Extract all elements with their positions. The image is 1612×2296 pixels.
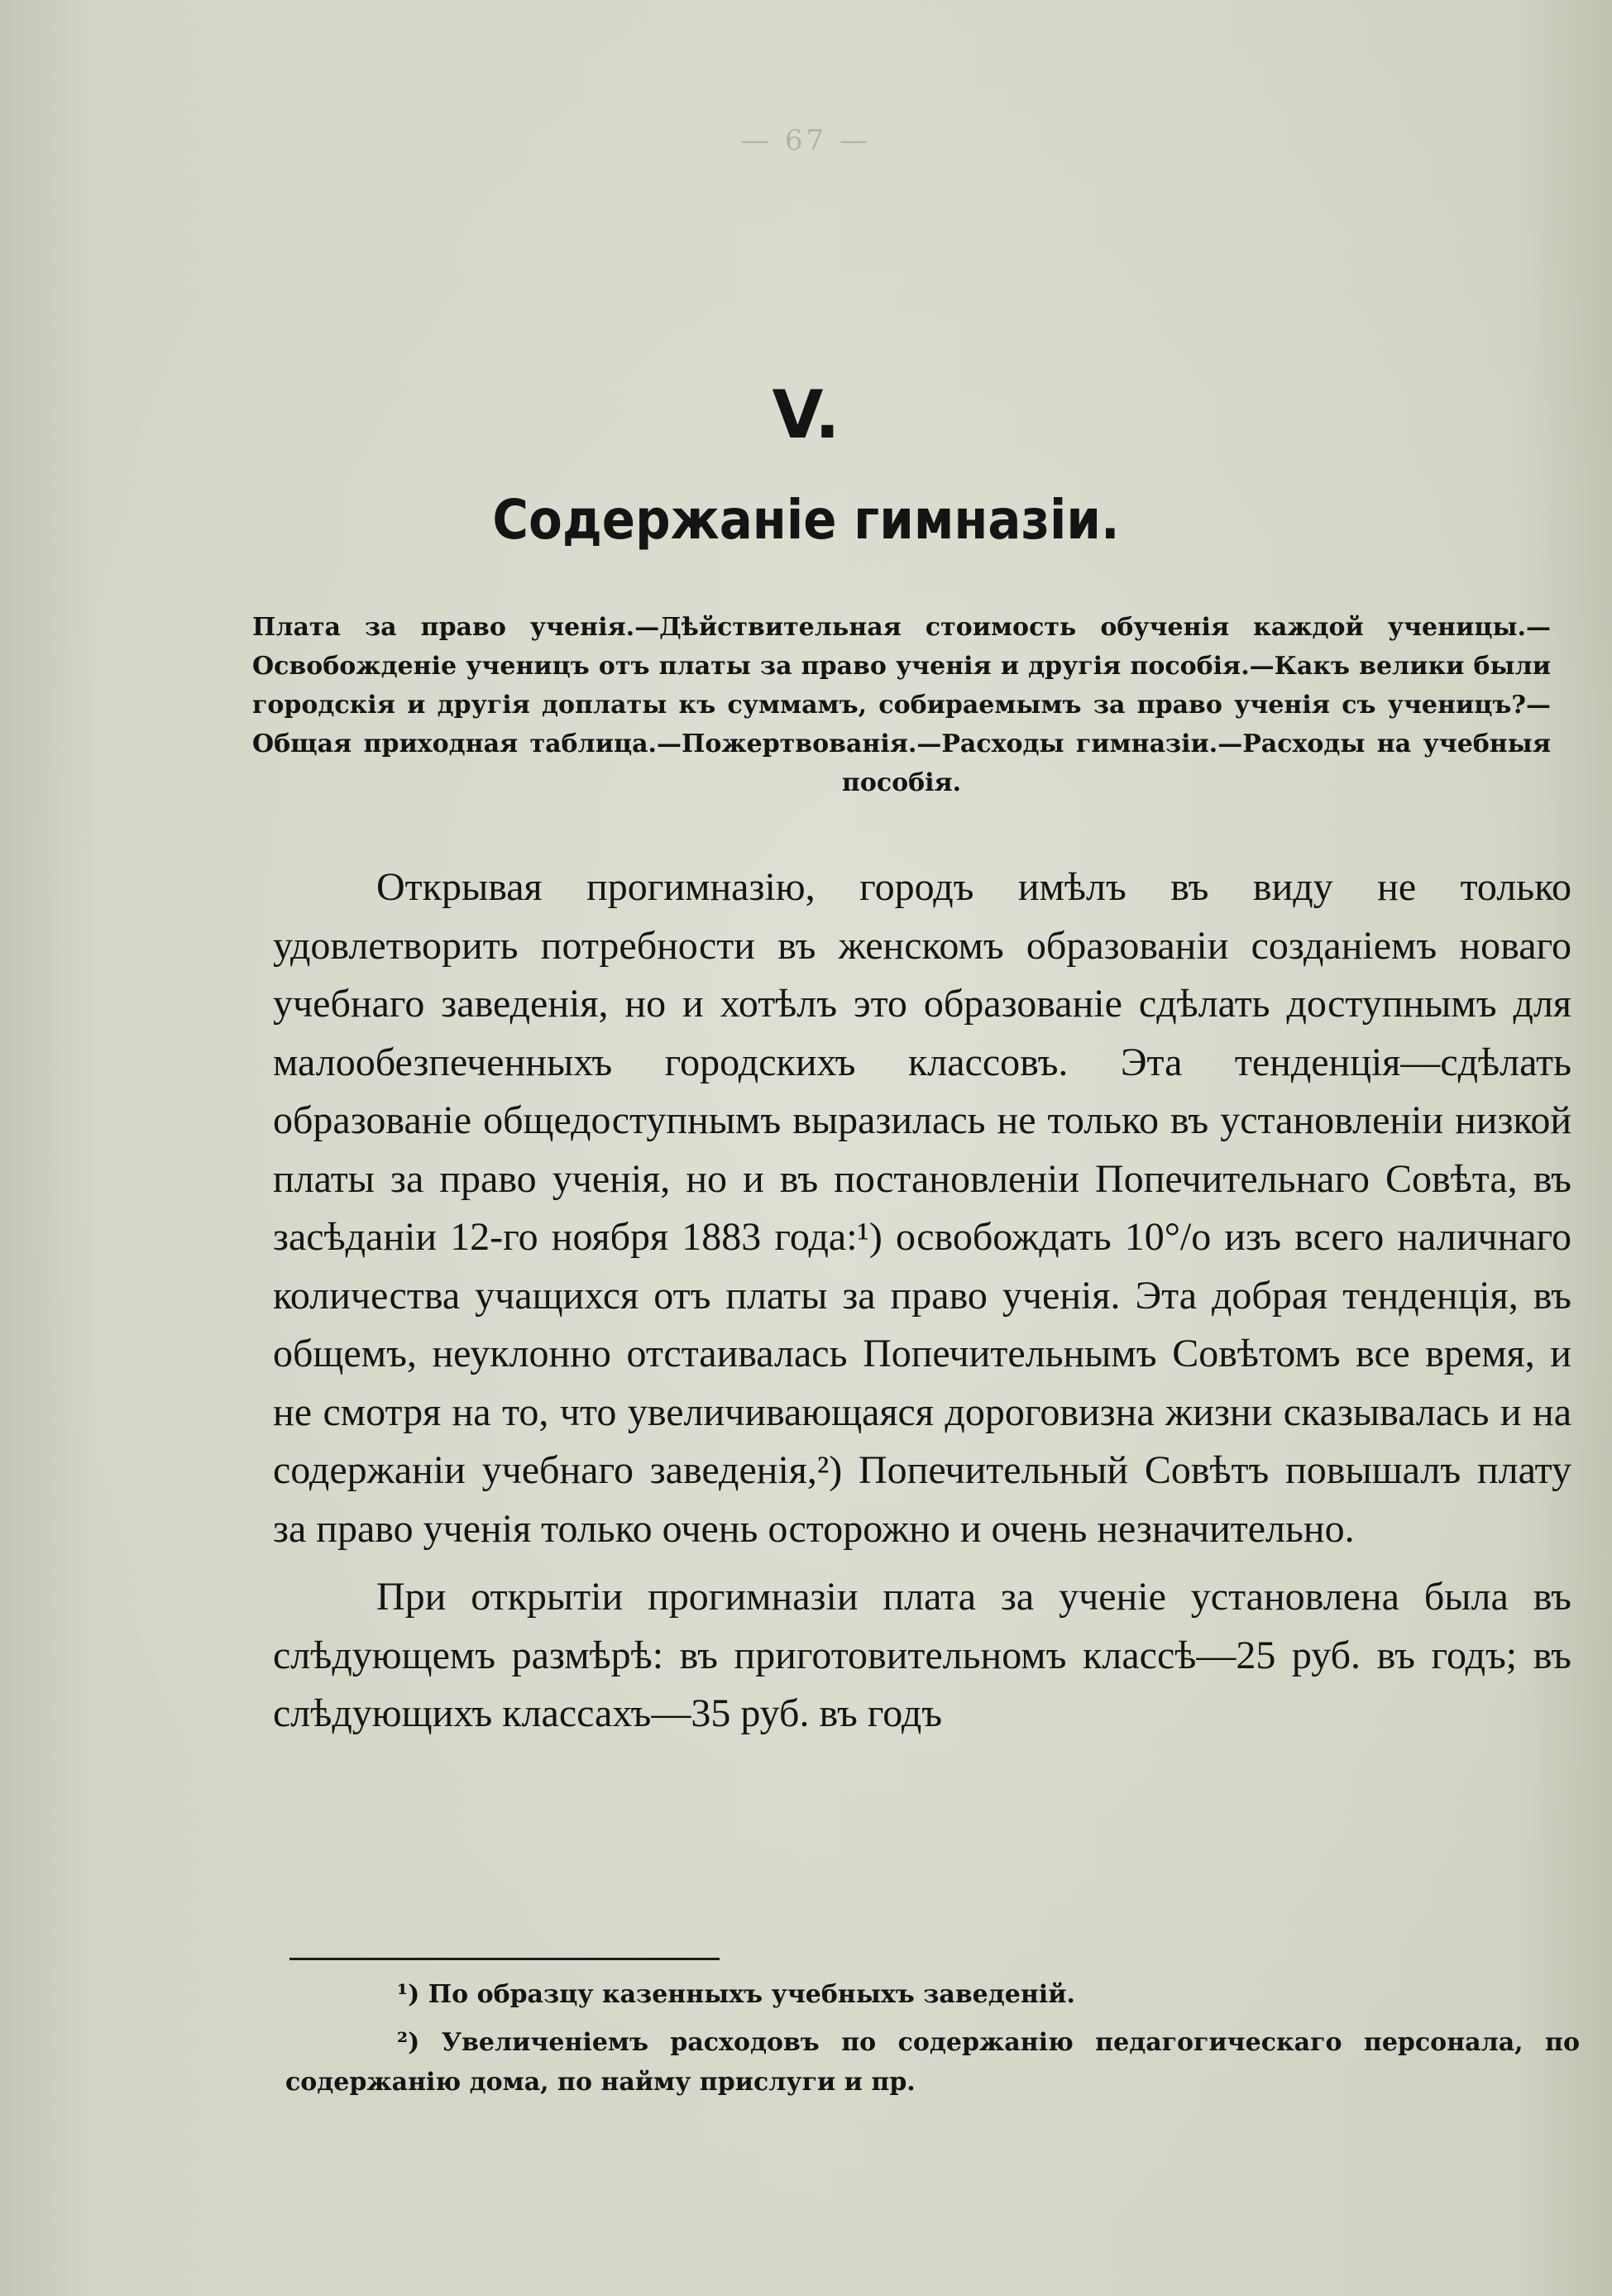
chapter-summary: Плата за право ученія.—Дѣйствительная стоимость обученія каждой ученицы.—Освобожденіе ученицъ отъ платы за право ученія и другія пособія.—Какъ велики были городскія и другія доплаты къ суммамъ, собираемымъ за право ученія съ ученицъ?—Общая приходная таблица.—Пожертвованія.—Расходы гимназіи.—Расходы на учебныя пособія. <box>252 613 1551 797</box>
page-number: — 67 — <box>741 124 871 157</box>
chapter-title: Содержаніе гимназіи. <box>492 488 1120 552</box>
footnote-1: ¹) По образцу казенныхъ учебныхъ заведеній. <box>397 1980 1075 2009</box>
paragraph: Открывая прогимназію, городъ имѣлъ въ виду не только удовлетворить потребности въ женскомъ образованіи созданіемъ новаго учебнаго заведенія, но и хотѣлъ это образованіе сдѣлать доступнымъ для малообезпеченныхъ городскихъ классовъ. Эта тенденція—сдѣлать образованіе общедоступнымъ выразилась не только въ установленіи низкой платы за право ученія, но и въ постановленіи Попечительнаго Совѣта, въ засѣданіи 12-го ноября 1883 года:¹) освобождать 10°/о изъ всего наличнаго количества учащихся отъ платы за право ученія. Эта добрая тенденція, въ общемъ, неуклонно отстаивалась Попечительнымъ Совѣтомъ все время, и не смотря на то, что увеличивающаяся дороговизна жизни сказывалась и на содержаніи учебнаго заведенія,²) Попечительный Совѣтъ повышалъ плату за право ученія только очень осторожно и очень незначительно. <box>273 865 1571 1551</box>
footnote-divider <box>289 1958 720 1960</box>
main-text <box>273 859 1571 1744</box>
footnotes <box>285 1975 1580 2102</box>
paragraph: При открытіи прогимназіи плата за ученіе установлена была въ слѣдующемъ размѣрѣ: въ приготовительномъ классѣ—25 руб. въ годъ; въ слѣдующихъ классахъ—35 руб. въ годъ <box>273 1575 1571 1735</box>
chapter-number: V. <box>772 376 840 453</box>
footnote-2: ²) Увеличеніемъ расходовъ по содержанію педагогическаго персонала, по содержанію дома, по найму прислуги и пр. <box>285 2028 1580 2097</box>
